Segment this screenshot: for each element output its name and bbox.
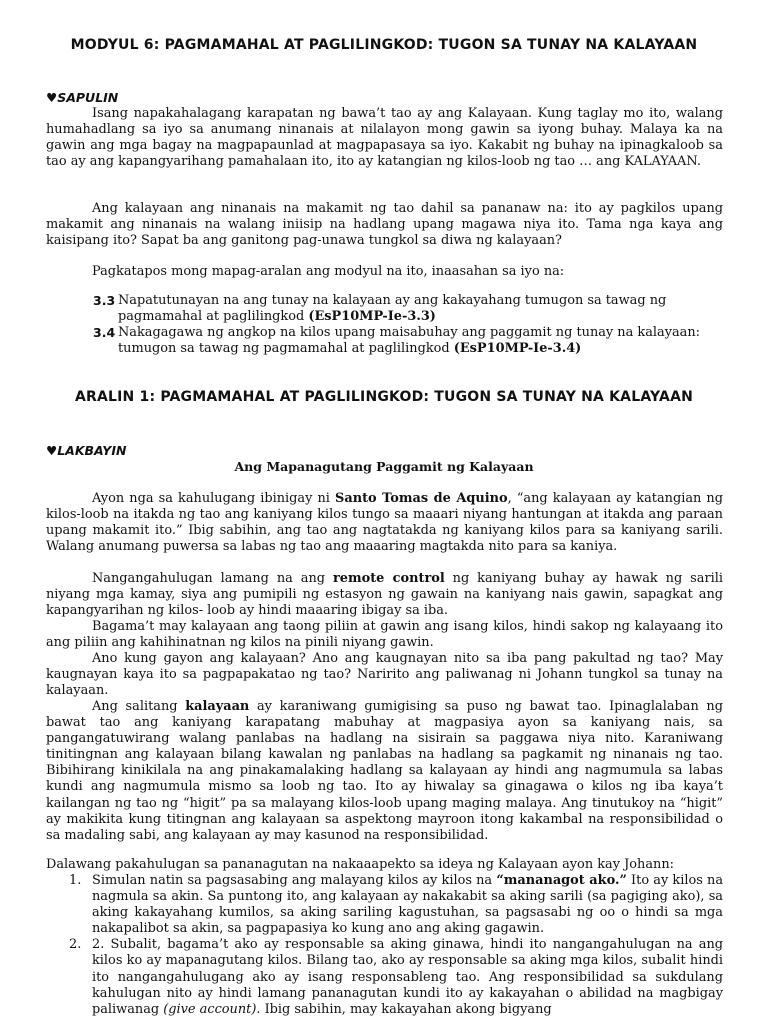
objective-item: 3.4 Nakagagawa ng angkop na kilos upang maisabuhay ang paggamit ng tunay na kalayaan: tumugon sa tawag ng pagmamahal at paglilingkod (EsP10MP-Ie-3.4) [93, 325, 700, 357]
section-subtitle: Ang Mapanagutang Paggamit ng Kalayaan [234, 459, 534, 474]
list-number: 2. [69, 937, 82, 953]
objective-item: 3.3 Napatutunayan na ang tunay na kalayaan ay ang kakayahang tumugon sa tawag ng pagmamahal at paglilingkod (EsP10MP-Ie-3.3) [93, 293, 667, 325]
numbered-list [46, 873, 723, 1018]
sapulin-paragraph-1: Isang napakahalagang karapatan ng bawa’t tao ay ang Kalayaan. Kung taglay mo ito, walang humahadlang sa iyo sa anumang ninanais at nilalayon mong gawin sa iyong buhay. Malaya ka na gawin ang mga bagay na magpapaunlad at magpapasaya sa iyo. Kakabit ng buhay na ipinagkaloob sa tao ay ang kapangyarihang pamahalaan ito, ito ay katangian ng kilos-loob ng tao … ang KALAYAAN. [46, 106, 723, 170]
list-item: 1. Simulan natin sa pagsasabing ang malayang kilos ay kilos na “mananagot ako.” Ito ay kilos na nagmula sa akin. Sa puntong ito, ang kalayaan ay nakakabit sa aking sarili (sa pagiging ako), sa aking kakayahang kumilos, sa aking sariling kagustuhan, sa pagsasabi ng oo o hindi sa mga nakapalibot sa akin, sa pagpapasiya ko kung ano ang aking gagawin. [69, 873, 724, 937]
lakbayin-paragraph-5: Ang salitang kalayaan ay karaniwang gumigising sa puso ng bawat tao. Ipinaglalaban ng bawat tao ang kaniyang karapatang mabuhay at magpasiya ayon sa kaniyang nais, sa pangangatuwirang walang panlabas na hadlang na sisirain sa paggawa niya nito. Karaniwang tinitingnan ang kalayaan bilang kawalan ng panlabas na hadlang sa pagkamit ng ninanais ng tao. Bibihirang kinikilala na ang pinakamalaking hadlang sa kalayaan ay hindi ang nagmumula sa labas kundi ang nagmumula mismo sa loob ng tao. Ito ay hiwalay sa ginagawa o kilos ng iba kaya’t kailangan ng tao ng “higit” pa sa malayang kilos-loob upang maging malaya. Ang tinutukoy na “higit” ay makikita kung titingnan ang kalayaan sa aspektong mayroon itong kakambal na responsibilidad o sa madaling sabi, ang kalayaan ay may kasunod na responsibilidad. [46, 699, 723, 843]
lakbayin-paragraph-4: Ano kung gayon ang kalayaan? Ano ang kaugnayan nito sa iba pang pakultad ng tao? May kaugnayan kaya ito sa pagpapakatao ng tao? Naririto ang paliwanag ni Johann tungkol sa tunay na kalayaan. [46, 651, 723, 699]
lesson-title: ARALIN 1: PAGMAMAHAL AT PAGLILINGKOD: TUGON SA TUNAY NA KALAYAAN [74, 389, 694, 405]
section-heading-lakbayin: ♥LAKBAYIN [46, 443, 127, 458]
list-number: 1. [69, 873, 82, 888]
lakbayin-paragraph-2: Nangangahulugan lamang na ang remote control ng kaniyang buhay ay hawak ng sarili niyang mga kamay, siya ang pumipili ng estasyon ng gawain na kaniyang nais gawin, sapagkat ang kapangyarihan ng kilos- loob ay hindi maaaring ibigay sa iba. [46, 571, 724, 619]
sapulin-paragraph-3: Pagkatapos mong mapag-aralan ang modyul na ito, inaasahan sa iyo na: [92, 264, 565, 279]
section-heading-sapulin: ♥SAPULIN [46, 90, 119, 105]
sapulin-paragraph-2: Ang kalayaan ang ninanais na makamit ng tao dahil sa pananaw na: ito ay pagkilos upang makamit ang ninanais na walang iniisip na hadlang upang magawa niya ito. Tama nga kaya ang kaisipang ito? Sapat ba ang ganitong pag-unawa tungkol sa diwa ng kalayaan? [46, 201, 723, 249]
lakbayin-paragraph-6: Dalawang pakahulugan sa pananagutan na nakaaapekto sa ideya ng Kalayaan ayon kay Johann: [46, 857, 674, 872]
list-item: 2. 2. Subalit, bagama’t ako ay responsable sa aking ginawa, hindi ito nangangahulugan na ang kilos ko ay mapanagutang kilos. Bilang tao, ako ay responsable sa aking mga kilos, subalit hindi ito nangangahulugang ako ay isang responsableng tao. Ang responsibilidad sa sukdulang kahulugan nito ay hindi lamang pananagutan kundi ito ay kakayahan o abilidad na magbigay paliwanag (give account). Ibig sabihin, may kakayahan akong bigyang [69, 937, 723, 1017]
lakbayin-paragraph-3: Bagama’t may kalayaan ang taong piliin at gawin ang isang kilos, hindi sakop ng kalayaang ito ang piliin ang kahihinatnan ng kilos na pinili niyang gawin. [46, 619, 723, 651]
objective-number: 3.3 [93, 293, 116, 308]
lakbayin-paragraph-1: Ayon nga sa kahulugang ibinigay ni Santo Tomas de Aquino, “ang kalayaan ay katangian ng kilos-loob na itakda ng tao ang kaniyang kilos tungo sa maaari niyang hantungan at itakda ang paraan upang makamit ito.” Ibig sabihin, ang tao ang nagtatakda ng kaniyang kilos para sa kaniyang sarili. Walang anumang puwersa sa labas ng tao ang maaaring magtakda nito para sa kaniya. [46, 491, 723, 555]
objective-code: (EsP10MP-Ie-3.3) [308, 309, 436, 325]
objective-number: 3.4 [93, 325, 116, 340]
objective-code: (EsP10MP-Ie-3.4) [453, 341, 582, 357]
module-title: MODYUL 6: PAGMAMAHAL AT PAGLILINGKOD: TUGON SA TUNAY NA KALAYAAN [70, 37, 698, 53]
